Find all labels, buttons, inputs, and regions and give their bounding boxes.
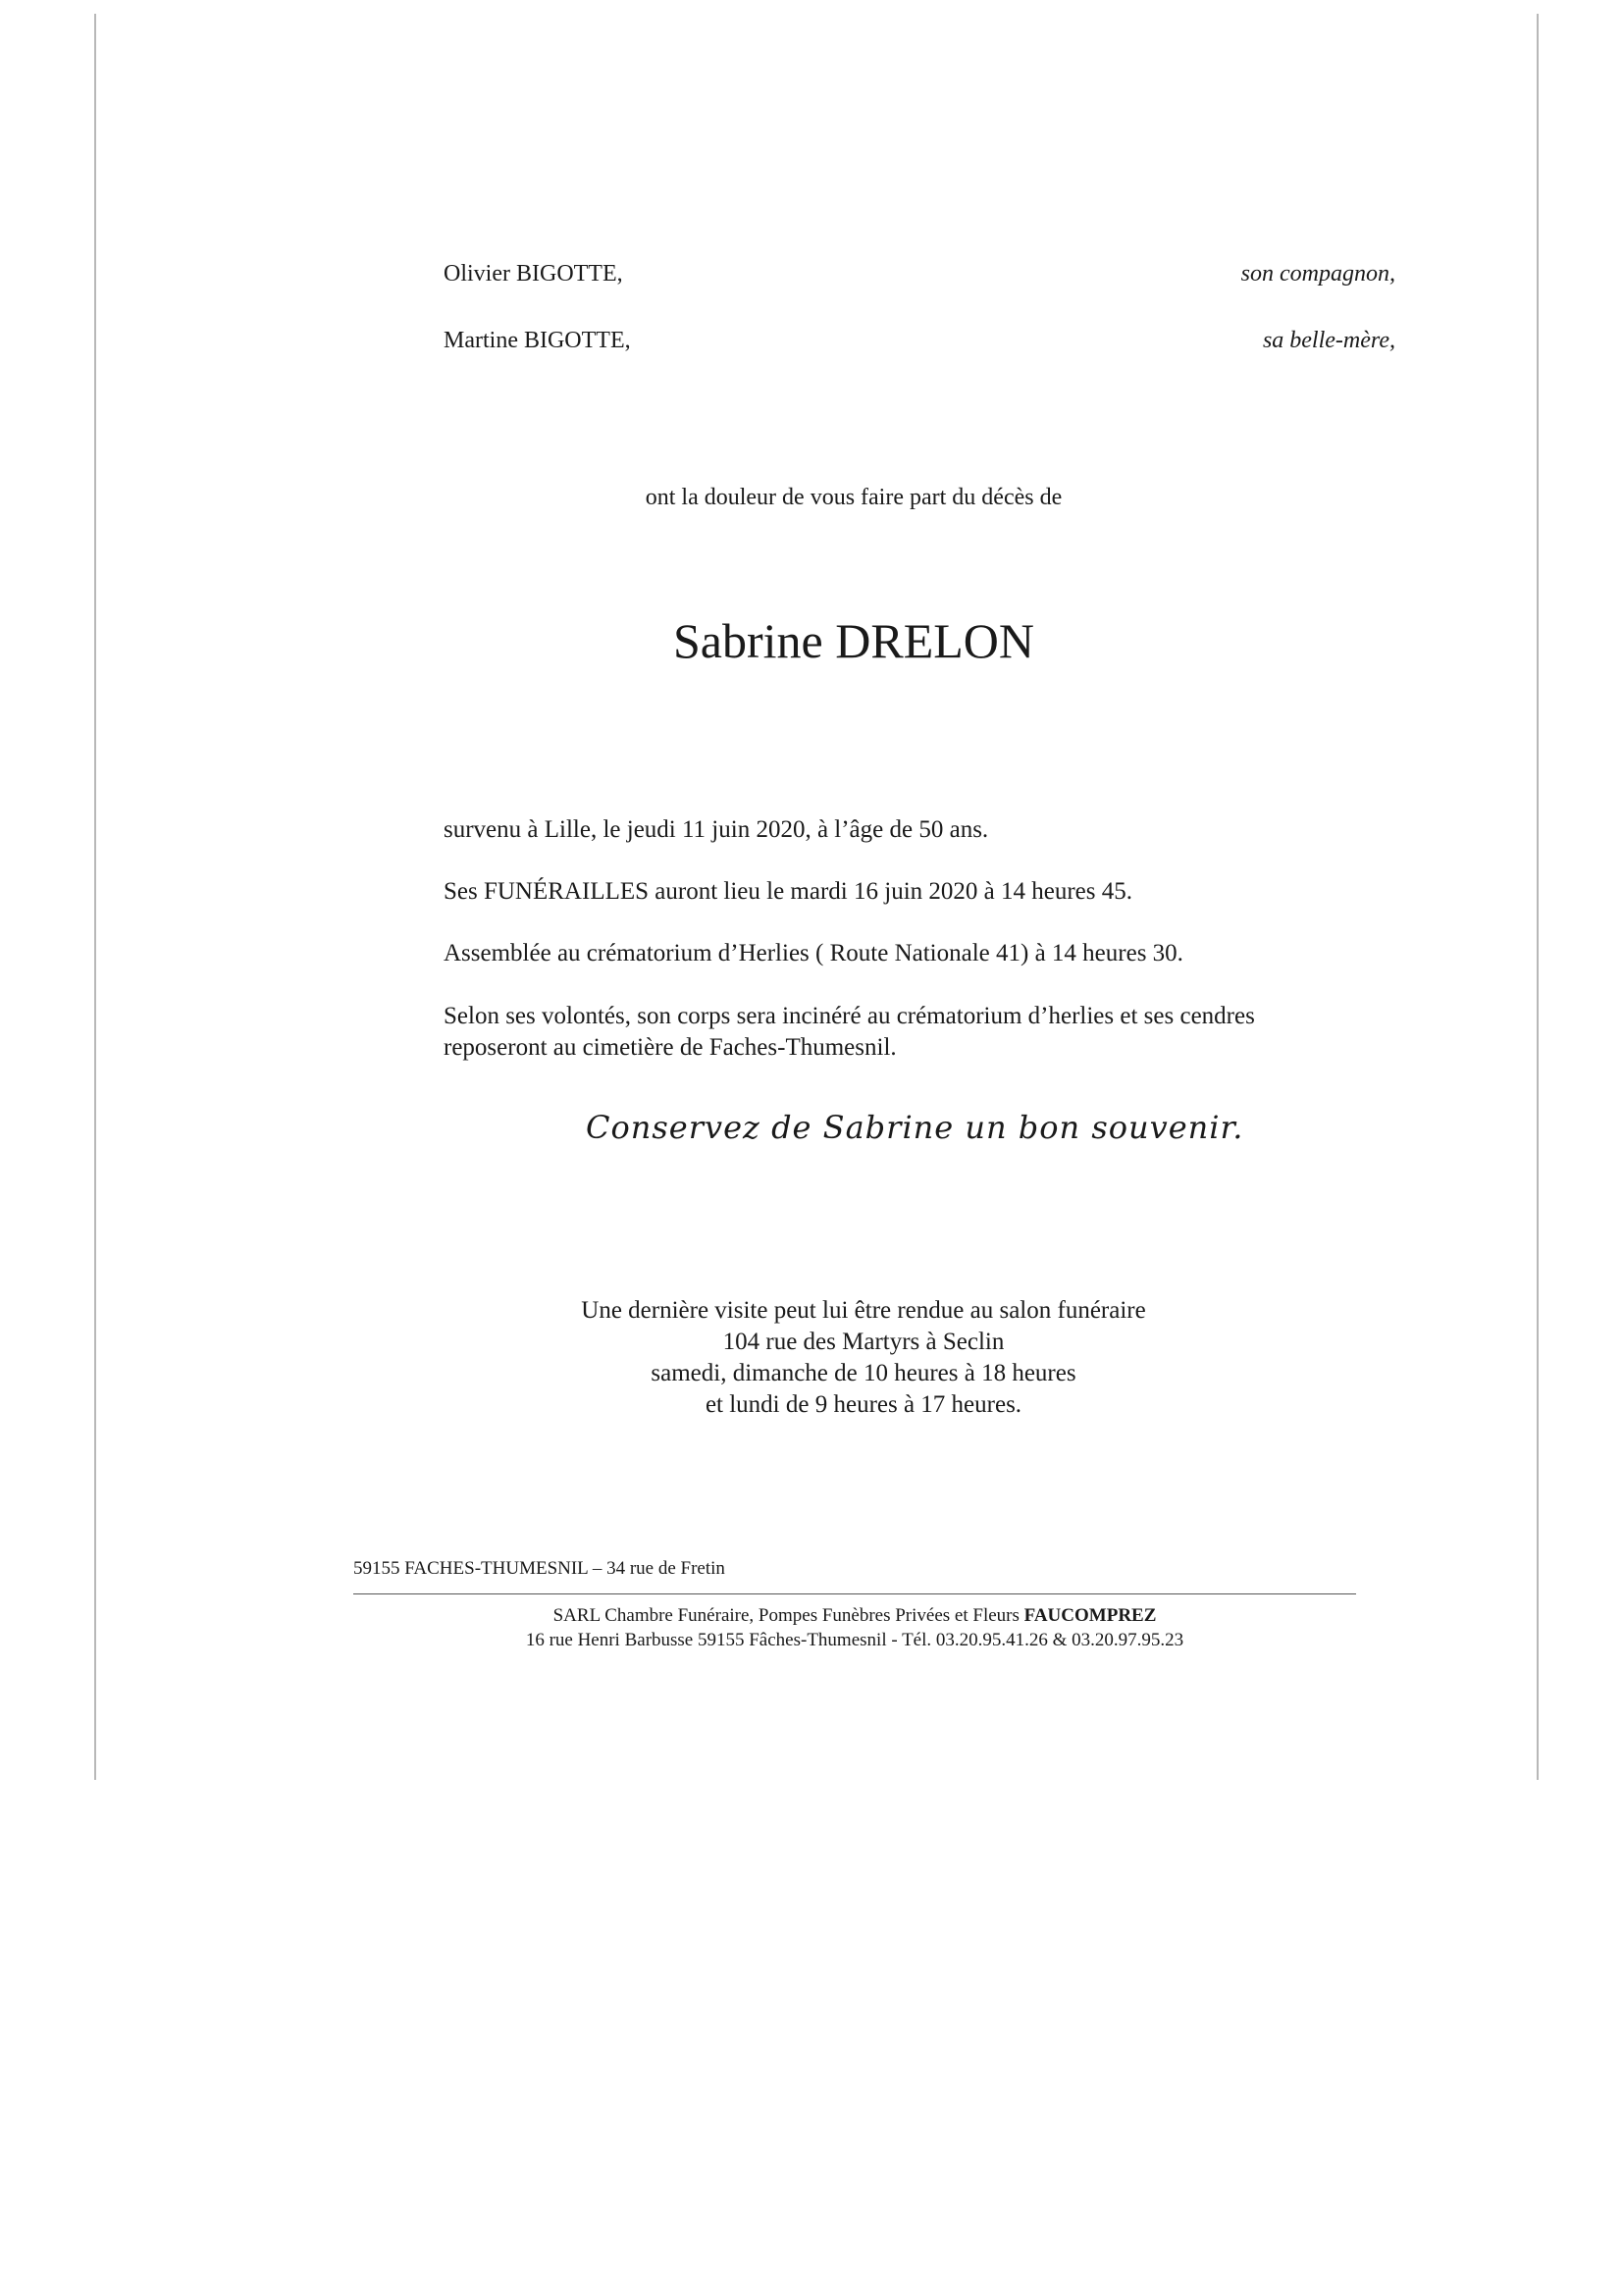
announcement-intro: ont la douleur de vous faire part du décès de	[645, 485, 1063, 510]
funeral-home-contact: 16 rue Henri Barbusse 59155 Fâches-Thumesnil - Tél. 03.20.95.41.26 & 03.20.97.95.23	[525, 1630, 1184, 1650]
agency-address: 59155 FACHES-THUMESNIL – 34 rue de Fretin	[353, 1558, 725, 1579]
footer-divider	[353, 1593, 1356, 1594]
page-edge-left	[94, 14, 96, 1780]
family-member-name: Martine BIGOTTE,	[444, 328, 631, 353]
death-details: survenu à Lille, le jeudi 11 juin 2020, à l’âge de 50 ans.	[444, 816, 989, 843]
funeral-home-line	[353, 1605, 1356, 1627]
family-member-relation: son compagnon,	[1240, 261, 1395, 287]
assembly-details: Assemblée au crématorium d’Herlies ( Route Nationale 41) à 14 heures 30.	[444, 940, 1183, 966]
family-member-relation: sa belle-mère,	[1262, 328, 1395, 353]
deceased-name: Sabrine DRELON	[673, 613, 1034, 668]
funeral-home-name: FAUCOMPREZ	[1023, 1605, 1157, 1626]
souvenir-phrase: Conservez de Sabrine un bon souvenir.	[586, 1109, 1244, 1146]
visit-line-4: et lundi de 9 heures à 17 heures.	[705, 1391, 1022, 1418]
wishes-details	[444, 1001, 1405, 1064]
visit-line-3: samedi, dimanche de 10 heures à 18 heures	[651, 1360, 1076, 1386]
funeral-home-description: SARL Chambre Funéraire, Pompes Funèbres Privées et Fleurs	[552, 1605, 1024, 1626]
family-member-name: Olivier BIGOTTE,	[444, 261, 623, 287]
family-line-1	[444, 261, 1395, 287]
wishes-line-2: reposeront au cimetière de Faches-Thumesnil.	[444, 1034, 897, 1061]
family-line-2	[444, 328, 1395, 354]
funeral-details: Ses FUNÉRAILLES auront lieu le mardi 16 juin 2020 à 14 heures 45.	[444, 878, 1132, 905]
visit-info	[412, 1295, 1315, 1421]
wishes-line-1: Selon ses volontés, son corps sera incinéré au crématorium d’herlies et ses cendres	[444, 1003, 1255, 1029]
visit-line-2: 104 rue des Martyrs à Seclin	[722, 1329, 1005, 1355]
visit-line-1: Une dernière visite peut lui être rendue au salon funéraire	[581, 1297, 1146, 1324]
page-edge-right	[1537, 14, 1539, 1780]
